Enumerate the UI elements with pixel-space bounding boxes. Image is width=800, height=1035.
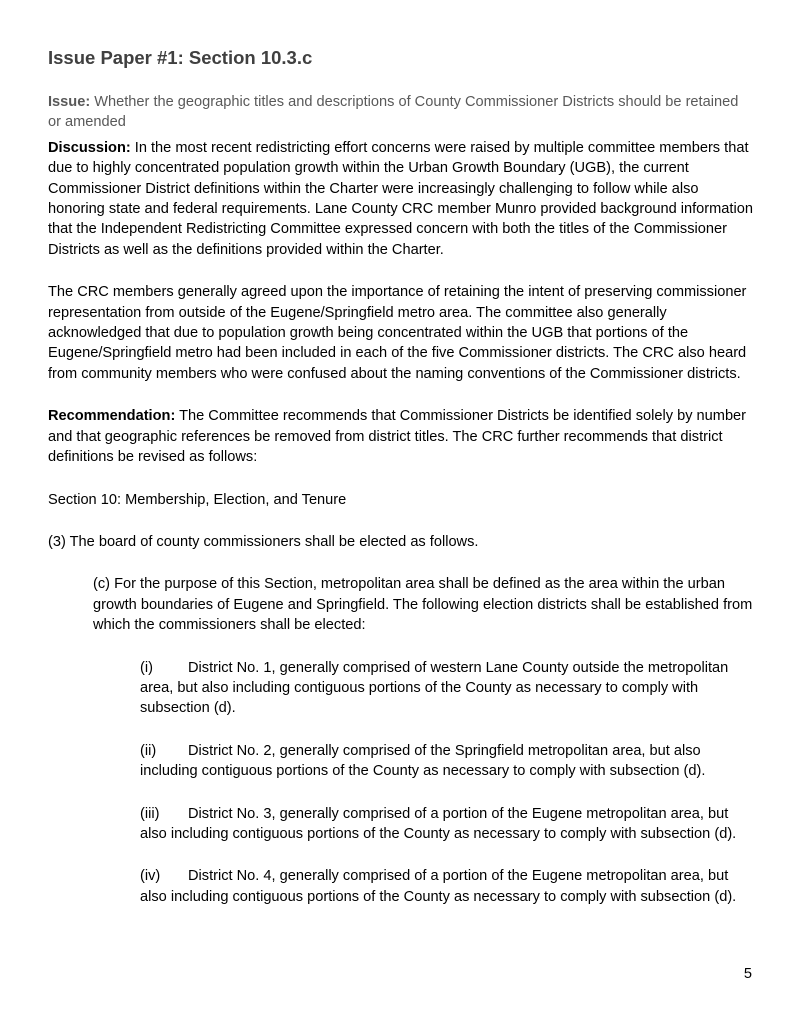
crc-agreement-paragraph: The CRC members generally agreed upon the importance of retaining the intent of preserving commissioner representation from outside of the Eugene/Springfield metro area. The committee also generally acknowledged that due to population growth being concentrated within the UGB that portions of the Eugene/Springfield metro had been included in each of the five Commissioner districts. The CRC also heard from community members who were confused about the naming conventions of the Commissioner districts. xyxy=(48,284,747,382)
district-text: District No. 1, generally comprised of western Lane County outside the metropolitan area, but also including contiguous portions of the County as necessary to comply with subsection (d). xyxy=(140,659,729,717)
discussion-label: Discussion: xyxy=(48,139,131,156)
document-page xyxy=(48,46,754,929)
discussion-text: In the most recent redistricting effort concerns were raised by multiple committee members that due to highly concentrated population growth within the Urban Growth Boundary (UGB), the current Commissioner District definitions within the Charter were increasingly challenging to follow while also honoring state and federal requirements. Lane County CRC member Munro provided background information that the Independent Redistricting Committee expressed concern with both the titles of the Commissioner Districts as well as the definitions provided within the Charter. xyxy=(48,139,753,258)
district-number: (iv) xyxy=(140,868,161,885)
issue-label: Issue: xyxy=(48,94,91,110)
recommendation-paragraph xyxy=(48,406,754,467)
district-text: District No. 3, generally comprised of a portion of the Eugene metropolitan area, but also including contiguous portions of the County as necessary to comply with subsection (d). xyxy=(140,805,737,842)
clause-c: (c) For the purpose of this Section, metropolitan area shall be defined as the area within the urban growth boundaries of Eugene and Springfield. The following election districts shall be established from which the commissioners shall be elected: xyxy=(93,576,753,634)
page-title: Issue Paper #1: Section 10.3.c xyxy=(48,47,313,68)
district-text: District No. 2, generally comprised of the Springfield metropolitan area, but also including contiguous portions of the County as necessary to comply with subsection (d). xyxy=(140,742,706,780)
recommendation-text: The Committee recommends that Commissioner Districts be identified solely by number and that geographic references be removed from district titles. The CRC further recommends that district definitions be revised as follows: xyxy=(48,408,747,466)
district-number: (i) xyxy=(140,659,153,676)
recommendation-label: Recommendation: xyxy=(48,408,176,425)
district-text: District No. 4, generally comprised of a portion of the Eugene metropolitan area, but also including contiguous portions of the County as necessary to comply with subsection (d). xyxy=(140,868,737,905)
section-heading: Section 10: Membership, Election, and Tenure xyxy=(48,491,347,508)
subsection-3: (3) The board of county commissioners shall be elected as follows. xyxy=(48,533,479,550)
issue-paragraph xyxy=(48,92,754,133)
district-item xyxy=(140,658,754,719)
district-number: (iii) xyxy=(140,805,160,822)
issue-text: Whether the geographic titles and descriptions of County Commissioner Districts should be retained or amended xyxy=(48,94,739,131)
district-item xyxy=(140,866,754,907)
discussion-paragraph xyxy=(48,138,754,260)
page-number: 5 xyxy=(743,966,752,982)
district-item xyxy=(140,804,754,845)
district-number: (ii) xyxy=(140,742,157,759)
district-item xyxy=(140,741,754,782)
